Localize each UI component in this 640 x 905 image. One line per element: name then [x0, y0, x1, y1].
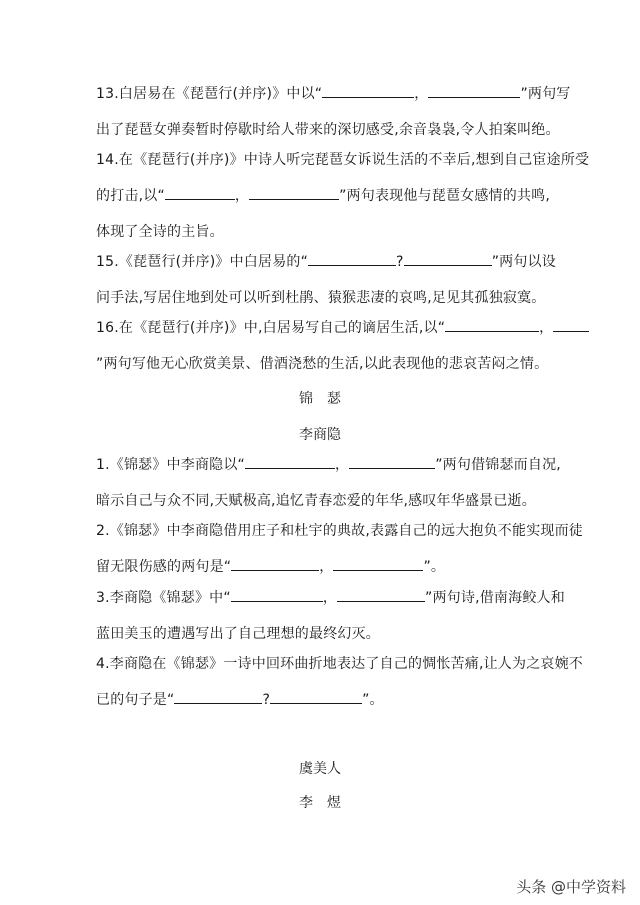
answer-blank[interactable]	[245, 454, 335, 469]
question-line: 13.白居易在《琵琶行(并序)》中以“ ， ”两句写	[96, 76, 548, 112]
question-line: ”两句写他无心欣赏美景、借酒浇愁的生活,以此表现他的悲哀苦闷之情。	[96, 356, 549, 372]
question-line: 14.在《琵琶行(并序)》中诗人听完琵琶女诉说生活的不幸后,想到自己宦途所受	[96, 152, 590, 168]
poem2-question-2	[96, 513, 584, 585]
question-line: 留无限伤感的两句是“ ， ”。	[96, 549, 548, 585]
question-line: 问手法,写居住地到处可以听到杜鹃、猿猴悲凄的哀鸣,足见其孤独寂寞。	[96, 290, 546, 306]
question-line: 蓝田美玉的遭遇写出了自己理想的最终幻灭。	[96, 626, 380, 642]
answer-blank[interactable]	[270, 689, 362, 704]
question-line: 已的句子是“ ? ”。	[96, 682, 548, 718]
answer-blank[interactable]	[322, 83, 414, 98]
poem2-question-4	[96, 646, 584, 718]
answer-blank[interactable]	[174, 689, 262, 704]
question-line: 的打击,以“ ， ”两句表现他与琵琶女感情的共鸣,	[96, 178, 548, 214]
answer-blank[interactable]	[553, 317, 589, 332]
answer-blank[interactable]	[337, 587, 425, 602]
answer-blank[interactable]	[404, 251, 492, 266]
question-line: 出了琵琶女弹奏暂时停歇时给人带来的深切感受,余音袅袅,令人拍案叫绝。	[96, 122, 560, 138]
poem2-question-3	[96, 580, 565, 652]
answer-blank[interactable]	[308, 251, 396, 266]
question-13	[96, 76, 571, 148]
poem-author: 李商隐	[299, 427, 341, 443]
question-14	[96, 142, 590, 250]
question-line: 体现了全诗的主旨。	[96, 224, 224, 240]
question-line: 15.《琵琶行(并序)》中白居易的“ ? ”两句以设	[96, 244, 548, 280]
poem-title: 锦 瑟	[299, 391, 341, 407]
answer-blank[interactable]	[231, 587, 323, 602]
question-15	[96, 244, 556, 316]
answer-blank[interactable]	[428, 83, 520, 98]
question-16	[96, 310, 554, 382]
answer-blank[interactable]	[349, 454, 435, 469]
question-line: 2.《锦瑟》中李商隐借用庄子和杜宇的典故,表露自己的远大抱负不能实现而徒	[96, 523, 584, 539]
answer-blank[interactable]	[445, 317, 539, 332]
question-line: 4.李商隐在《锦瑟》一诗中回环曲折地表达了自己的惆怅苦痛,让人为之哀婉不	[96, 656, 584, 672]
answer-blank[interactable]	[165, 185, 235, 200]
poem-title: 虞美人	[299, 761, 341, 777]
poem2-question-1	[96, 447, 561, 519]
answer-blank[interactable]	[333, 556, 423, 571]
question-line: 暗示自己与众不同,天赋极高,追忆青春恋爱的年华,感叹年华盛景已逝。	[96, 493, 536, 509]
question-line: 3.李商隐《锦瑟》中“ ， ”两句诗,借南海鲛人和	[96, 580, 548, 616]
question-line: 16.在《琵琶行(并序)》中,白居易写自己的谪居生活,以“ ，	[96, 310, 548, 346]
poem-author: 李 煜	[299, 795, 341, 811]
watermark-logo: 头条 @中学资料	[516, 878, 626, 896]
answer-blank[interactable]	[231, 556, 319, 571]
question-line: 1.《锦瑟》中李商隐以“ ， ”两句借锦瑟而自况,	[96, 447, 548, 483]
answer-blank[interactable]	[249, 185, 339, 200]
